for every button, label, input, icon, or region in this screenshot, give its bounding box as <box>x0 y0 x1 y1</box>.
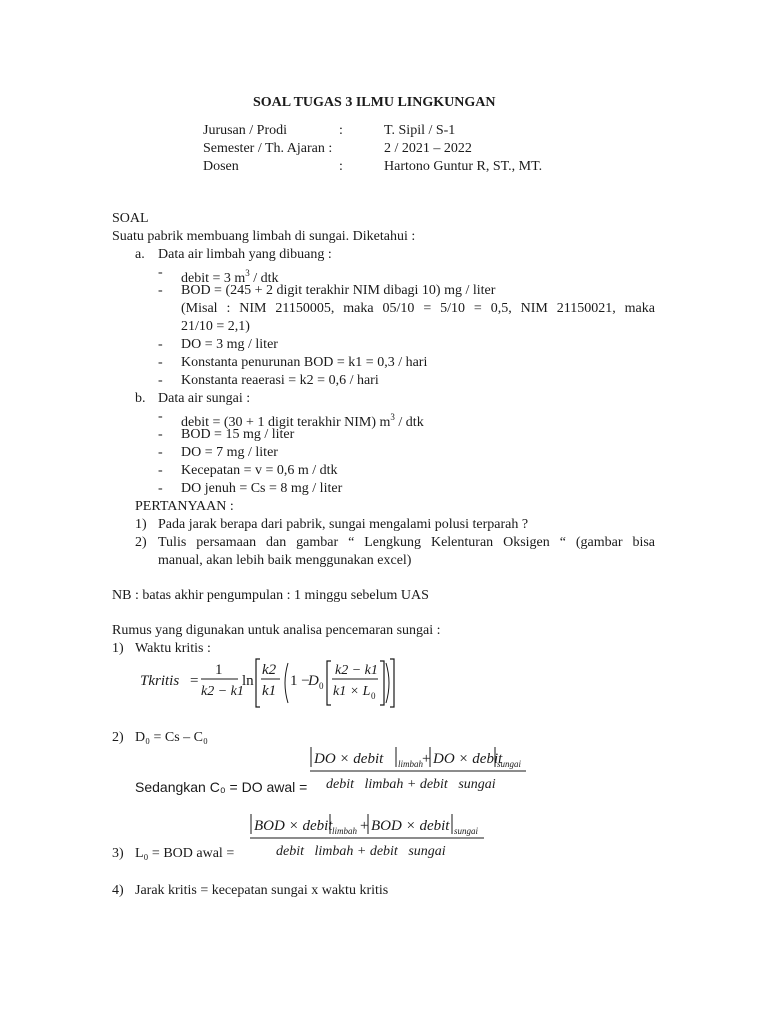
f3-den: debit limbah + debit sungai <box>276 844 446 859</box>
f1-in-den-sub: 0 <box>371 691 376 701</box>
limbah-k2: Konstanta reaerasi = k2 = 0,6 / hari <box>181 373 379 388</box>
rumus-1-label: Waktu kritis : <box>135 641 211 656</box>
list-dash: - <box>158 445 163 460</box>
limbah-bod-note-line1: (Misal : NIM 21150005, maka 05/10 = 5/10 = 0,5, NIM 21150021, maka <box>181 301 655 316</box>
f1-open-bracket <box>256 659 260 707</box>
limbah-k1: Konstanta penurunan BOD = k1 = 0,3 / hari <box>181 355 428 370</box>
soal-heading: SOAL <box>112 211 149 226</box>
rumus-intro: Rumus yang digunakan untuk analisa pencemaran sungai : <box>112 623 441 638</box>
info-colon-dosen: : <box>339 159 343 174</box>
f1-inner-open-bracket <box>327 661 331 705</box>
list-dash: - <box>158 409 163 424</box>
limbah-bod: BOD = (245 + 2 digit terakhir NIM dibagi 10) mg / liter <box>181 283 496 298</box>
question-2-line1: Tulis persamaan dan gambar “ Lengkung Kelenturan Oksigen “ (gambar bisa <box>158 535 655 550</box>
formula-bod-awal <box>246 810 492 862</box>
f1-den: k2 − k1 <box>201 684 244 699</box>
info-label-jurusan: Jurusan / Prodi <box>203 123 287 138</box>
section-a-label: Data air limbah yang dibuang : <box>158 247 332 262</box>
soal-intro: Suatu pabrik membuang limbah di sungai. Diketahui : <box>112 229 416 244</box>
info-label-semester: Semester / Th. Ajaran : <box>203 141 333 156</box>
rumus-2-label: D₀ = Cs – C₀ <box>135 730 208 745</box>
f1-k2: k2 <box>262 662 277 678</box>
f3-plus: + <box>360 818 369 834</box>
f1-in-num: k2 − k1 <box>335 663 378 678</box>
f3-sub-a: limbah <box>332 826 358 836</box>
f1-inner-close-bracket <box>380 661 384 705</box>
section-b-marker: b. <box>135 391 146 406</box>
f2-den: debit limbah + debit sungai <box>326 777 496 792</box>
info-value-dosen: Hartono Guntur R, ST., MT. <box>384 159 543 174</box>
rumus-2-sub: Sedangkan C₀ = DO awal = <box>135 779 308 795</box>
f1-close-bracket <box>390 659 394 707</box>
f3-num-a: BOD × debit <box>254 818 333 834</box>
limbah-debit: debit = 3 $m^3$ / dtk <box>181 268 279 286</box>
formula-waktu-kritis <box>138 655 398 711</box>
question-marker: 2) <box>135 535 147 550</box>
question-marker: 1) <box>135 517 147 532</box>
info-label-dosen: Dosen <box>203 159 239 174</box>
section-b-label: Data air sungai : <box>158 391 251 406</box>
nb-note: NB : batas akhir pengumpulan : 1 minggu sebelum UAS <box>112 588 429 603</box>
f2-num-b: DO × debit <box>433 751 503 767</box>
sungai-bod: BOD = 15 mg / liter <box>181 427 295 442</box>
list-dash: - <box>158 463 163 478</box>
f1-lhs: Tkritis <box>140 673 180 689</box>
sungai-do-jenuh: DO jenuh = Cs = 8 mg / liter <box>181 481 343 496</box>
pertanyaan-heading: PERTANYAAN : <box>135 499 234 514</box>
rumus-marker: 1) <box>112 641 124 656</box>
info-value-semester: 2 / 2021 – 2022 <box>384 141 472 156</box>
f2-sub-a: limbah <box>398 759 424 769</box>
f1-close-paren <box>386 663 389 703</box>
page-title: SOAL TUGAS 3 ILMU LINGKUNGAN <box>253 95 496 110</box>
sungai-kecepatan: Kecepatan = v = 0,6 m / dtk <box>181 463 338 478</box>
limbah-do: DO = 3 mg / liter <box>181 337 278 352</box>
rumus-3-label: L₀ = BOD awal = <box>135 846 235 861</box>
f3-num-b: BOD × debit <box>371 818 450 834</box>
f2-sub-b: sungai <box>497 759 522 769</box>
list-dash: - <box>158 373 163 388</box>
list-dash: - <box>158 481 163 496</box>
rumus-marker: 3) <box>112 846 124 861</box>
list-dash: - <box>158 283 163 298</box>
info-value-jurusan: T. Sipil / S-1 <box>384 123 456 138</box>
question-1: Pada jarak berapa dari pabrik, sungai mengalami polusi terparah ? <box>158 517 529 532</box>
rumus-marker: 2) <box>112 730 124 745</box>
f1-eq: = <box>190 673 199 689</box>
rumus-marker: 4) <box>112 883 124 898</box>
rumus-4-label: Jarak kritis = kecepatan sungai x waktu kritis <box>135 883 389 898</box>
f1-in-den: k1 × L <box>333 684 371 699</box>
info-colon-jurusan: : <box>339 123 343 138</box>
f2-num-a: DO × debit <box>314 751 384 767</box>
section-a-marker: a. <box>135 247 145 262</box>
f1-ln: ln <box>242 673 254 689</box>
question-2-line2: manual, akan lebih baik menggunakan excel) <box>158 553 412 568</box>
f1-one: 1 − <box>290 673 310 689</box>
f1-d0: 0 <box>319 681 324 691</box>
list-dash: - <box>158 337 163 352</box>
limbah-bod-note-line2: 21/10 = 2,1) <box>181 319 250 334</box>
f1-num: 1 <box>215 662 223 678</box>
f2-plus: + <box>422 751 431 767</box>
f3-sub-b: sungai <box>454 826 479 836</box>
f1-open-paren <box>285 663 288 703</box>
sungai-do: DO = 7 mg / liter <box>181 445 278 460</box>
list-dash: - <box>158 265 163 280</box>
list-dash: - <box>158 355 163 370</box>
formula-do-awal <box>306 743 532 795</box>
list-dash: - <box>158 427 163 442</box>
f1-d: D <box>308 673 319 689</box>
f1-k1: k1 <box>262 683 277 699</box>
sungai-debit: debit = (30 + 1 digit terakhir NIM) $m^3$ / dtk <box>181 412 424 430</box>
